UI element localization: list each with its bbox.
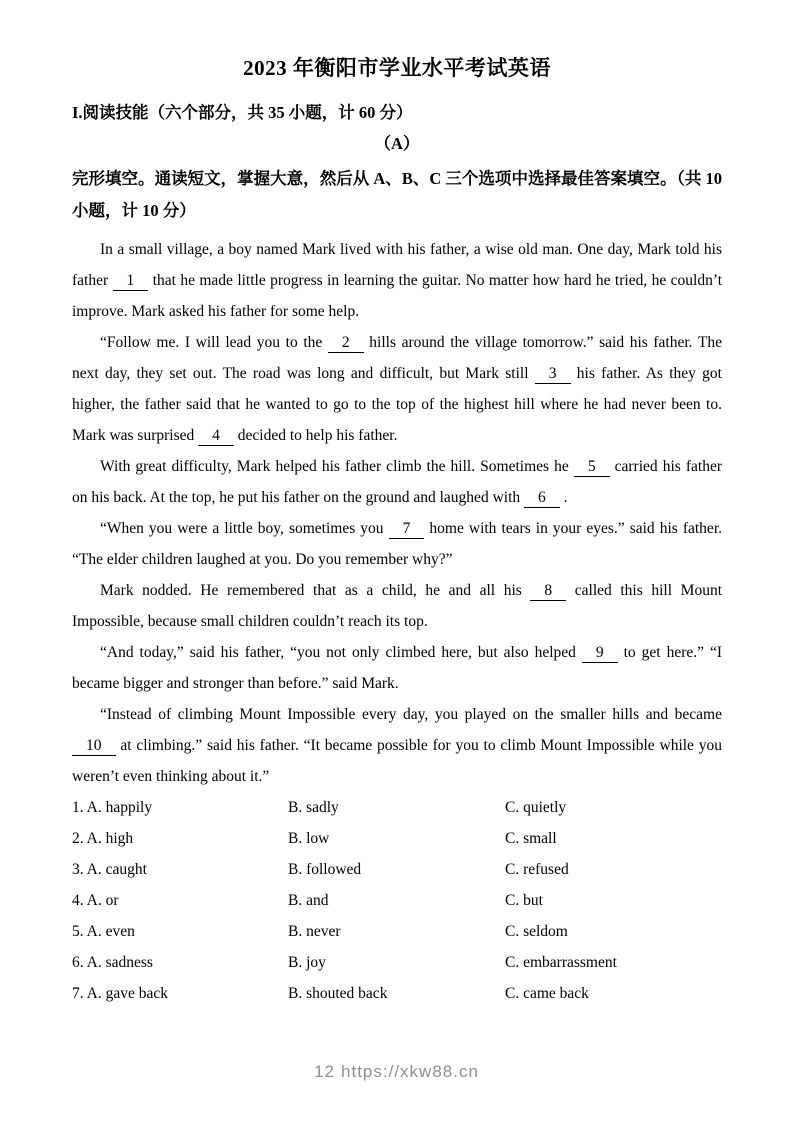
cloze-instructions: 完形填空。通读短文，掌握大意，然后从 A、B、C 三个选项中选择最佳答案填空。（共 10 小题，计 10 分） — [72, 169, 722, 220]
option-row-4 — [72, 885, 722, 916]
option-b: B. and — [288, 892, 329, 909]
cloze-blank-10: 10 — [72, 737, 116, 756]
cloze-blank-8: 8 — [530, 582, 566, 601]
passage-paragraph-3 — [72, 451, 722, 513]
question-number: 7. — [72, 985, 84, 1002]
passage-text: In a small village, a boy named Mark lived with his father, a wise old man. One day, Mark told his father — [72, 241, 722, 289]
option-cell — [72, 885, 288, 916]
option-a: A. caught — [86, 861, 147, 878]
passage-text: “And today,” said his father, “you not only climbed here, but also helped — [100, 644, 582, 661]
passage-text: With great difficulty, Mark helped his father climb the hill. Sometimes he — [100, 458, 574, 475]
question-number: 2. — [72, 830, 84, 847]
cloze-blank-3: 3 — [535, 365, 571, 384]
passage-text: “Instead of climbing Mount Impossible every day, you played on the smaller hills and became — [100, 706, 722, 723]
option-b: B. never — [288, 923, 341, 940]
option-row-7 — [72, 978, 722, 1009]
option-row-6 — [72, 947, 722, 978]
passage-text: to get here.” “I became bigger and stronger than before.” said Mark. — [72, 644, 723, 692]
cloze-blank-2: 2 — [328, 334, 364, 353]
passage-text: home with tears in your eyes.” said his father. “The elder children laughed at you. Do you remember why?” — [72, 520, 722, 568]
option-a: A. sadness — [86, 954, 153, 971]
passage-text: called this hill Mount Impossible, because small children couldn’t reach its top. — [72, 582, 722, 630]
option-cell — [72, 854, 288, 885]
passage-paragraph-1 — [72, 234, 722, 327]
option-c: C. quietly — [505, 799, 567, 816]
option-a: A. or — [86, 892, 119, 909]
option-c: C. came back — [505, 985, 589, 1002]
option-b: B. low — [288, 830, 330, 847]
option-cell — [72, 792, 288, 823]
watermark-url: https://xkw88.cn — [341, 1062, 479, 1081]
cloze-blank-5: 5 — [574, 458, 610, 477]
passage-text: “Follow me. I will lead you to the — [100, 334, 328, 351]
page-number: 12 — [314, 1062, 336, 1081]
passage-paragraph-2 — [72, 327, 722, 451]
option-b: B. joy — [288, 954, 326, 971]
option-cell — [72, 823, 288, 854]
passage-text: hills around the village tomorrow.” said his father. The next day, they set out. The road was long and difficult, but Mark still — [72, 334, 722, 382]
option-cell — [72, 916, 288, 947]
option-cell — [72, 978, 288, 1009]
question-number: 5. — [72, 923, 84, 940]
cloze-blank-4: 4 — [198, 427, 234, 446]
option-a: A. high — [86, 830, 134, 847]
passage-text: that he made little progress in learning the guitar. No matter how hard he tried, he couldn’t improve. Mark asked his father for some help. — [72, 272, 723, 320]
option-c: C. embarrassment — [505, 954, 617, 971]
passage-text: . — [559, 489, 568, 506]
passage-text: “When you were a little boy, sometimes you — [100, 520, 389, 537]
option-c: C. but — [505, 892, 543, 909]
cloze-passage — [72, 234, 722, 792]
section-heading: I.阅读技能（六个部分，共 35 小题，计 60 分） — [72, 103, 413, 122]
cloze-blank-1: 1 — [113, 272, 149, 291]
option-a: A. even — [86, 923, 135, 940]
passage-paragraph-7 — [72, 699, 722, 792]
question-number: 6. — [72, 954, 84, 971]
question-number: 3. — [72, 861, 84, 878]
passage-text: carried his father on his back. At the top, he put his father on the ground and laughed with — [72, 458, 723, 506]
option-b: B. shouted back — [288, 985, 388, 1002]
question-number: 1. — [72, 799, 84, 816]
passage-text: Mark nodded. He remembered that as a child, he and all his — [100, 582, 531, 599]
option-row-2 — [72, 823, 722, 854]
passage-paragraph-4 — [72, 513, 722, 575]
cloze-blank-9: 9 — [582, 644, 618, 663]
option-c: C. refused — [505, 861, 569, 878]
option-a: A. gave back — [86, 985, 168, 1002]
option-row-1 — [72, 792, 722, 823]
passage-text: his father. As they got higher, the father said that he wanted to go to the top of the highest hill where he had never been to. Mark was surprised — [72, 365, 722, 444]
options-list — [72, 792, 722, 1009]
option-row-5 — [72, 916, 722, 947]
cloze-blank-6: 6 — [524, 489, 560, 508]
option-row-3 — [72, 854, 722, 885]
page-footer — [0, 1062, 793, 1082]
option-b: B. sadly — [288, 799, 339, 816]
passage-text: decided to help his father. — [233, 427, 398, 444]
passage-paragraph-6 — [72, 637, 722, 699]
option-a: A. happily — [86, 799, 153, 816]
option-b: B. followed — [288, 861, 362, 878]
passage-text: at climbing.” said his father. “It became possible for you to climb Mount Impossible while you weren’t even thinking about it.” — [72, 737, 722, 785]
cloze-blank-7: 7 — [389, 520, 425, 539]
question-number: 4. — [72, 892, 84, 909]
part-label: （A） — [374, 134, 420, 153]
page-title: 2023 年衡阳市学业水平考试英语 — [243, 56, 551, 80]
option-cell — [72, 947, 288, 978]
option-c: C. small — [505, 830, 557, 847]
option-c: C. seldom — [505, 923, 568, 940]
passage-paragraph-5 — [72, 575, 722, 637]
